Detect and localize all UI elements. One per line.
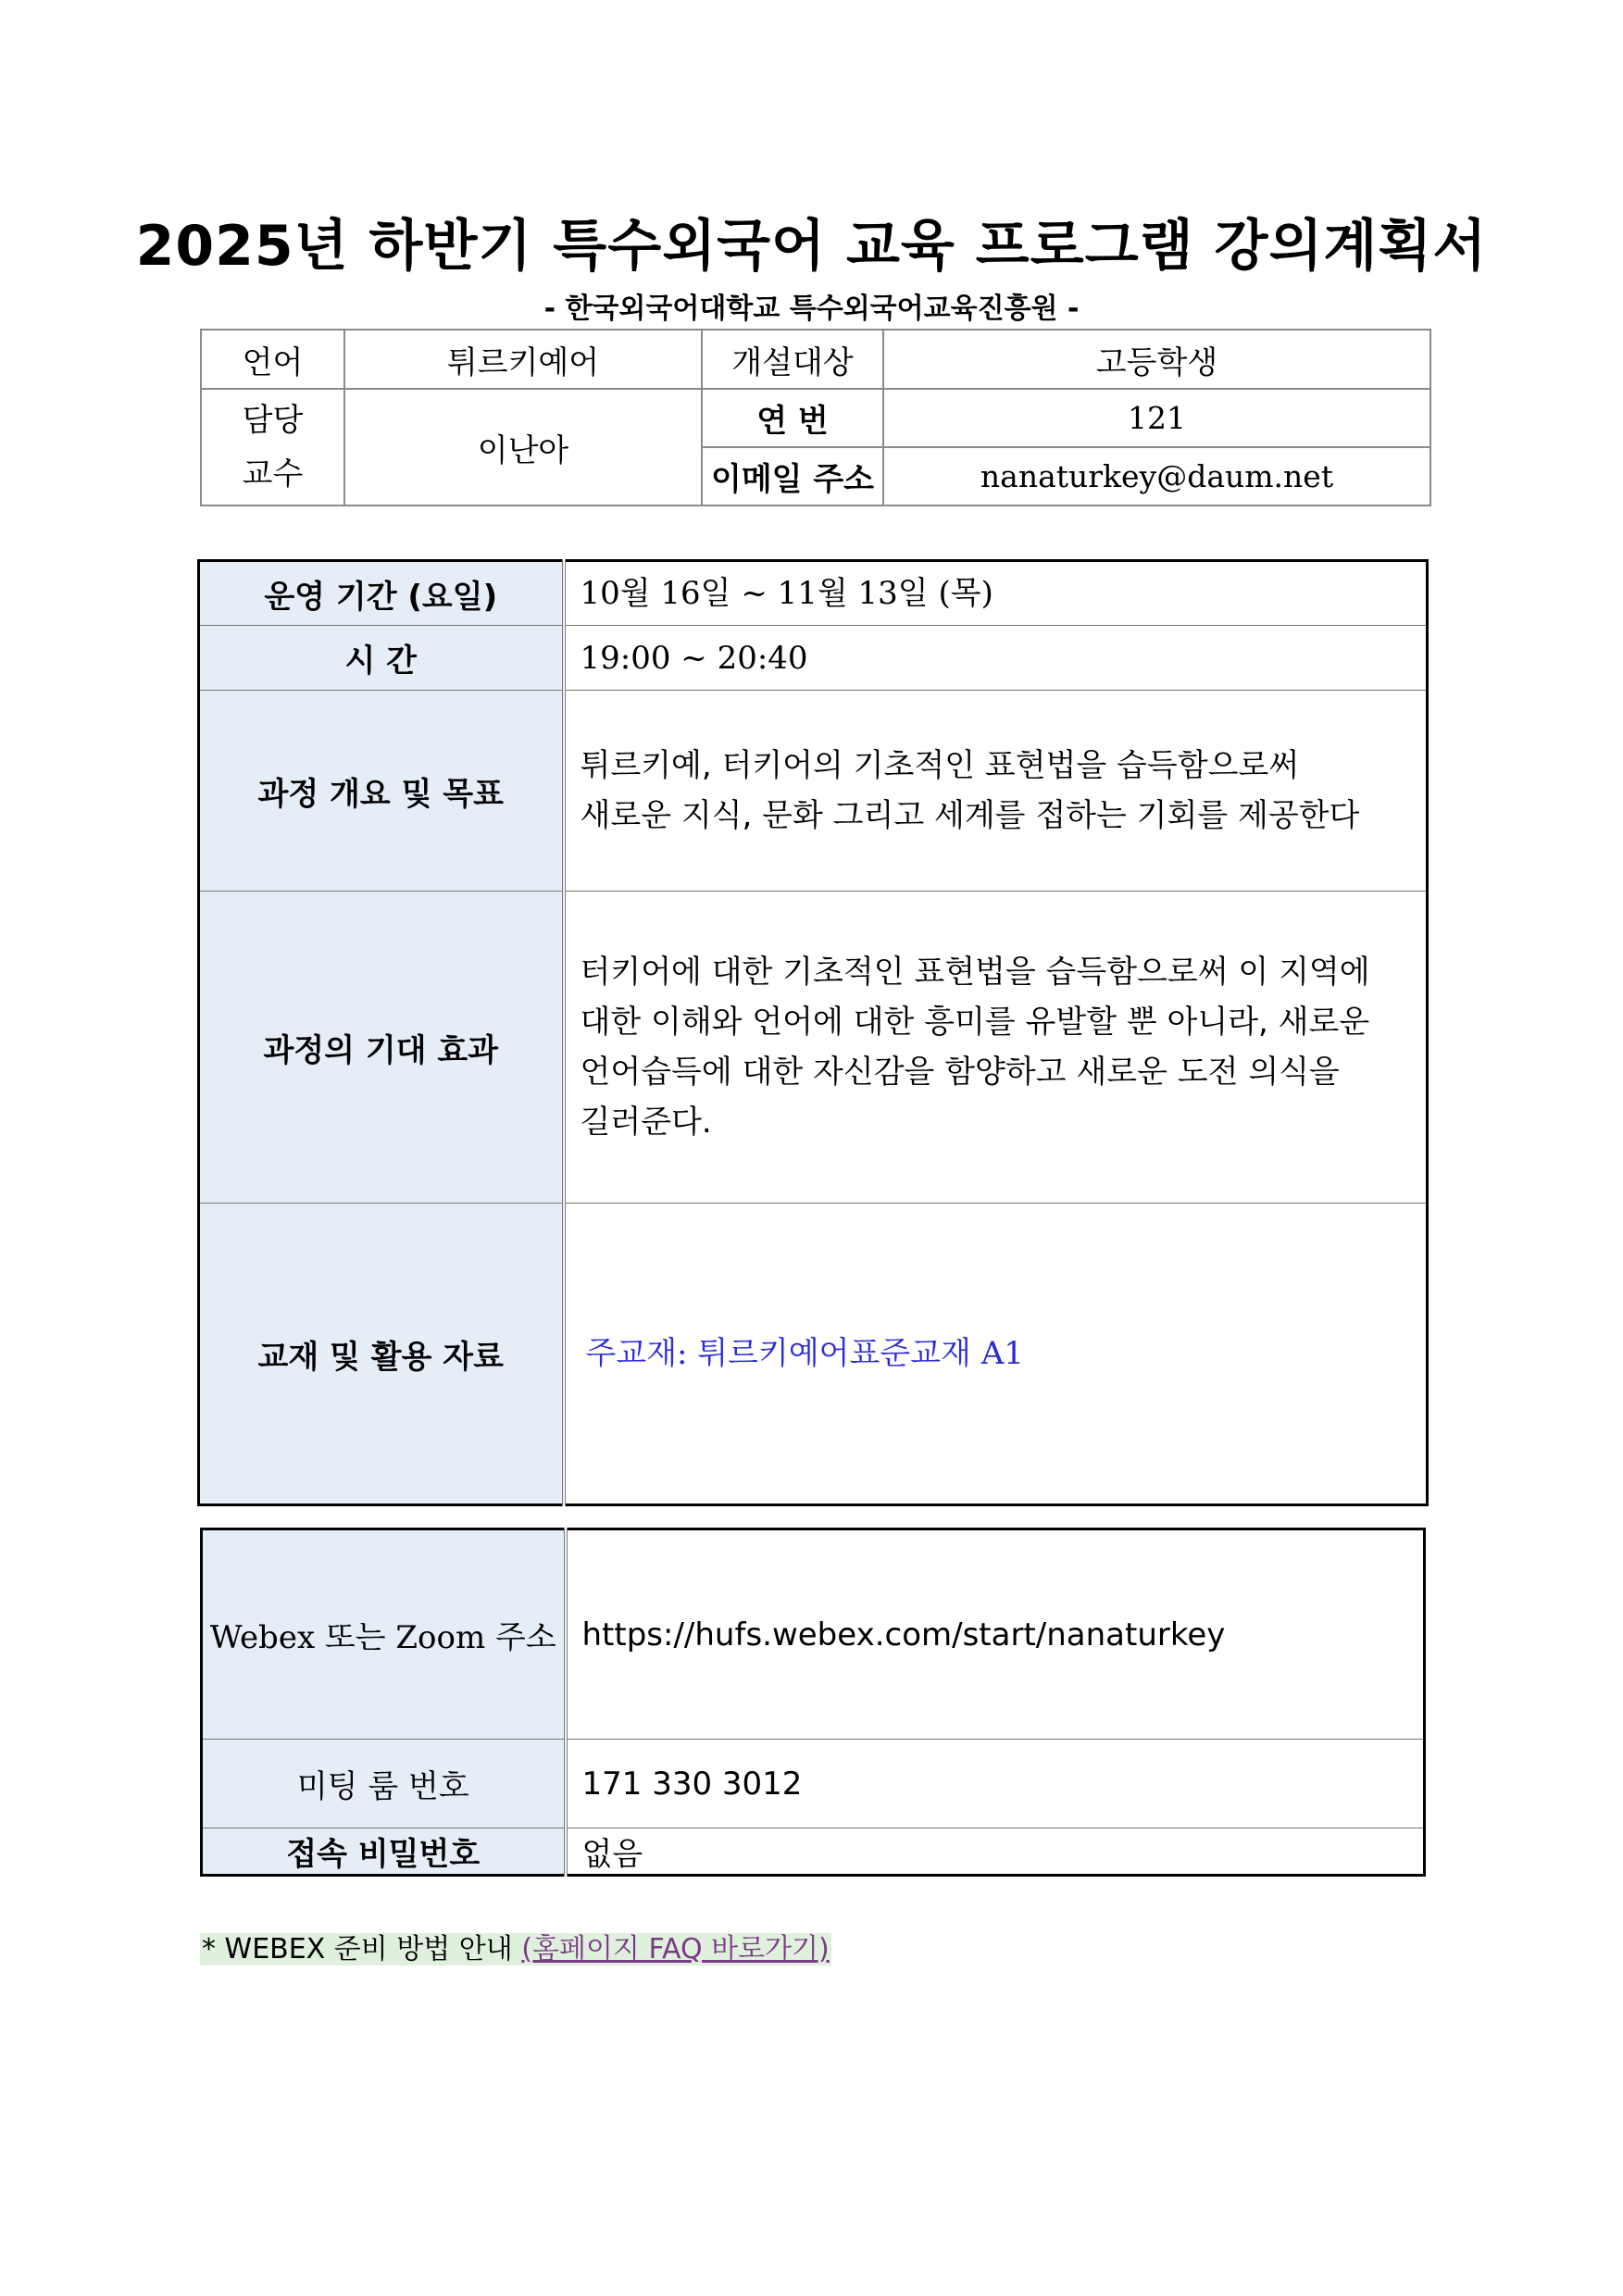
effect-line: 길러준다. <box>580 1104 712 1141</box>
effect-line: 대한 이해와 언어에 대한 흥미를 유발할 뿐 아니라, 새로운 <box>580 1004 1370 1041</box>
overview-line: 새로운 지식, 문화 그리고 세계를 접하는 기회를 제공한다 <box>580 797 1360 834</box>
language-label: 언어 <box>201 330 344 389</box>
basic-info-table <box>200 329 1431 506</box>
page-subtitle: - 한국외국어대학교 특수외국어교육진흥원 - <box>543 293 1080 325</box>
page-title: 2025년 하반기 특수외국어 교육 프로그램 강의계획서 <box>135 214 1488 279</box>
time-label: 시 간 <box>199 626 564 691</box>
webex-guide-note <box>200 1931 831 1968</box>
materials-value: 주교재: 튀르키예어표준교재 A1 <box>564 1204 1428 1505</box>
email-value: nanaturkey@daum.net <box>883 447 1430 505</box>
overview-label: 과정 개요 및 목표 <box>199 691 564 892</box>
meeting-table <box>200 1528 1426 1877</box>
room-number-value: 171 330 3012 <box>566 1740 1425 1828</box>
professor-label-line-2: 교수 <box>242 455 304 493</box>
password-label: 접속 비밀번호 <box>202 1828 566 1876</box>
time-value: 19:00 ~ 20:40 <box>564 626 1428 691</box>
professor-value: 이난아 <box>344 389 702 505</box>
room-number-label: 미팅 룸 번호 <box>202 1740 566 1828</box>
effect-line: 터키어에 대한 기초적인 표현법을 습득함으로써 이 지역에 <box>580 954 1370 991</box>
period-label: 운영 기간 (요일) <box>199 561 564 626</box>
number-value: 121 <box>883 389 1430 447</box>
target-label: 개설대상 <box>702 330 883 389</box>
professor-label <box>201 389 344 505</box>
period-value: 10월 16일 ~ 11월 13일 (목) <box>564 561 1428 626</box>
meeting-url-value[interactable]: https://hufs.webex.com/start/nanaturkey <box>566 1529 1425 1740</box>
effect-value <box>564 892 1428 1204</box>
effect-label: 과정의 기대 효과 <box>199 892 564 1204</box>
professor-label-line-1: 담당 <box>242 402 304 439</box>
course-table <box>197 559 1429 1506</box>
webex-guide-prefix: * WEBEX 준비 방법 안내 <box>202 1933 513 1965</box>
materials-label: 교재 및 활용 자료 <box>199 1204 564 1505</box>
number-label: 연 번 <box>702 389 883 447</box>
overview-value <box>564 691 1428 892</box>
password-value: 없음 <box>566 1828 1425 1876</box>
faq-link[interactable]: (홈페이지 FAQ 바로가기) <box>521 1933 830 1965</box>
webex-guide-text <box>200 1933 831 1965</box>
language-value: 튀르키예어 <box>344 330 702 389</box>
overview-line: 튀르키예, 터키어의 기초적인 표현법을 습득함으로써 <box>580 747 1300 784</box>
target-value: 고등학생 <box>883 330 1430 389</box>
meeting-url-label: Webex 또는 Zoom 주소 <box>202 1529 566 1740</box>
effect-line: 언어습득에 대한 자신감을 함양하고 새로운 도전 의식을 <box>580 1054 1340 1091</box>
email-label: 이메일 주소 <box>702 447 883 505</box>
